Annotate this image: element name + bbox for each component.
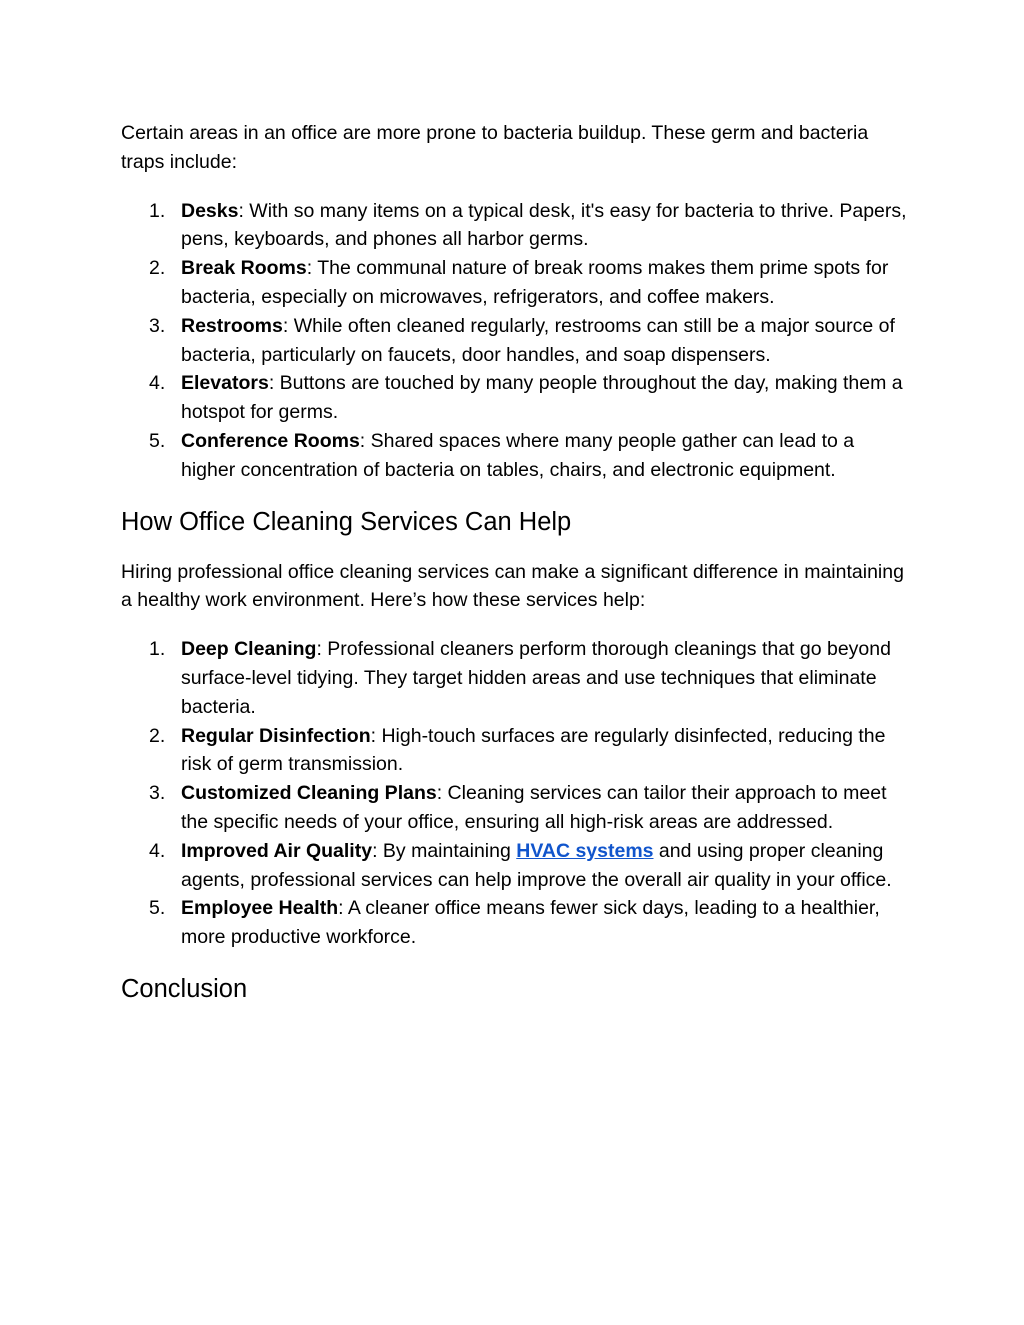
list-item	[121, 779, 911, 837]
item-text: : With so many items on a typical desk, it's easy for bacteria to thrive. Papers, pens, keyboards, and phones all harbor germs.	[181, 199, 907, 251]
list-number: 2.	[149, 724, 166, 747]
item-title: Deep Cleaning	[181, 638, 317, 661]
item-title: Improved Air Quality	[181, 839, 373, 862]
item-text: : Professional cleaners perform thorough cleanings that go beyond surface-level tidying. They target hidden areas and use techniques that eliminate bacteria.	[181, 638, 891, 718]
item-title: Restrooms	[181, 314, 283, 337]
item-text: : The communal nature of break rooms makes them prime spots for bacteria, especially on microwaves, refrigerators, and coffee makers.	[181, 257, 889, 308]
item-title: Employee Health	[181, 897, 339, 920]
document-page	[121, 119, 911, 1005]
list-number: 2.	[149, 257, 166, 280]
item-title: Conference Rooms	[181, 429, 360, 452]
item-title: Desks	[181, 199, 239, 222]
item-text: : While often cleaned regularly, restrooms can still be a major source of bacteria, particularly on faucets, door handles, and soap dispensers.	[181, 314, 895, 366]
section-heading-conclusion: Conclusion	[121, 974, 248, 1003]
list-item	[121, 197, 911, 255]
item-text: : Cleaning services can tailor their approach to meet the specific needs of your office, ensuring all high-risk areas are addressed.	[181, 782, 887, 833]
list-item	[121, 722, 911, 780]
cleaning-benefits-list	[121, 635, 911, 952]
list-item	[121, 369, 911, 427]
list-item	[121, 894, 911, 952]
list-number: 4.	[149, 839, 166, 862]
section-heading-help: How Office Cleaning Services Can Help	[121, 507, 572, 536]
list-number: 5.	[149, 897, 166, 920]
help-intro-paragraph: Hiring professional office cleaning services can make a significant difference in maintaining a healthy work environment. Here’s how these services help:	[121, 560, 904, 612]
hvac-systems-link[interactable]: HVAC systems	[516, 839, 654, 862]
list-number: 3.	[149, 314, 166, 337]
list-item	[121, 312, 911, 370]
item-title: Break Rooms	[181, 257, 307, 280]
item-title: Regular Disinfection	[181, 724, 371, 747]
list-number: 4.	[149, 372, 166, 395]
item-text: : High-touch surfaces are regularly disinfected, reducing the risk of germ transmission.	[181, 724, 886, 776]
item-text: : By maintaining	[372, 839, 517, 862]
item-text: : Buttons are touched by many people throughout the day, making them a hotspot for germs.	[181, 372, 903, 424]
intro-paragraph: Certain areas in an office are more prone to bacteria buildup. These germ and bacteria traps include:	[121, 122, 869, 173]
list-item	[121, 254, 911, 312]
list-number: 1.	[149, 199, 166, 222]
list-number: 1.	[149, 638, 166, 661]
item-text: : A cleaner office means fewer sick days, leading to a healthier, more productive workforce.	[181, 897, 880, 949]
item-title: Elevators	[181, 372, 269, 395]
list-number: 3.	[149, 782, 166, 805]
item-text: : Shared spaces where many people gather can lead to a higher concentration of bacteria on tables, chairs, and electronic equipment.	[181, 429, 855, 481]
item-text: and using proper cleaning agents, professional services can help improve the overall air quality in your office.	[181, 839, 892, 891]
list-item	[121, 635, 911, 721]
bacteria-traps-list	[121, 197, 911, 485]
list-item	[121, 427, 911, 485]
list-number: 5.	[149, 429, 166, 452]
item-title: Customized Cleaning Plans	[181, 782, 437, 805]
list-item	[121, 837, 911, 895]
